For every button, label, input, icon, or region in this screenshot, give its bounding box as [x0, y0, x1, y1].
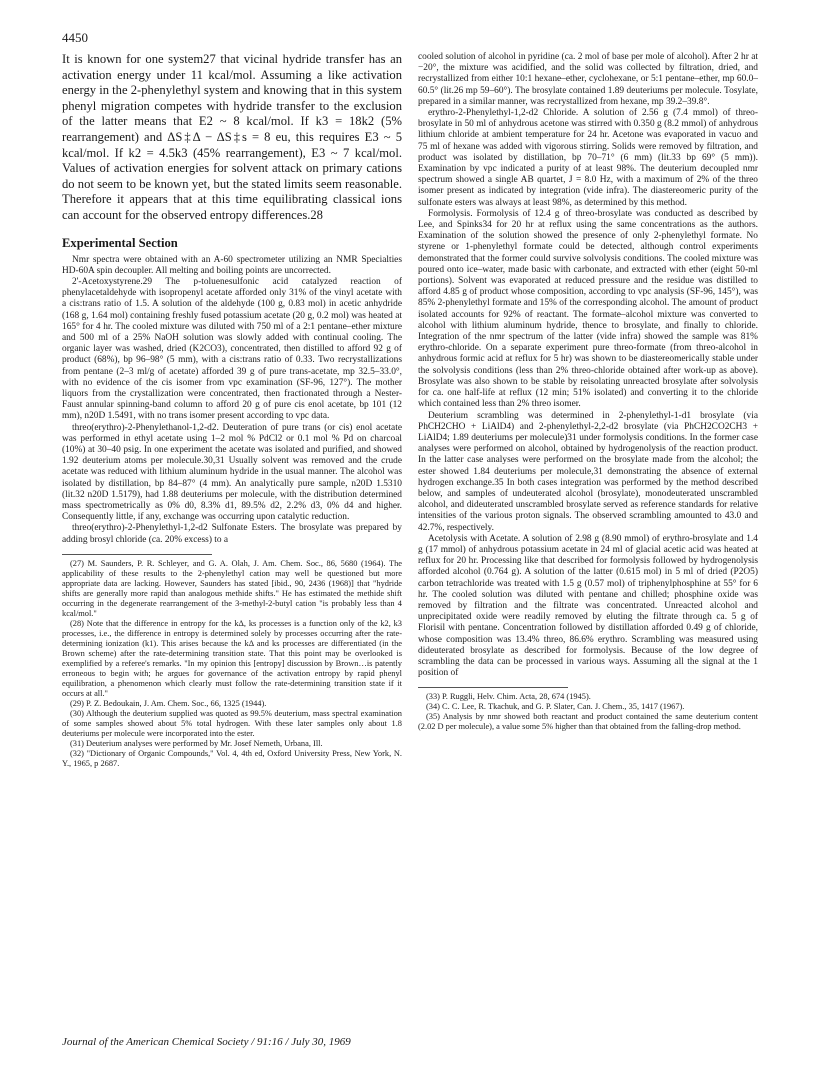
footnote: (30) Although the deuterium supplied was quoted as 99.5% deuterium, mass spectral examination of some samples showed about 5% total hydrogen. With these later samples only about 1.8 deuteriums per molecule were incorporated into the ester. [62, 708, 402, 738]
footnote: (35) Analysis by nmr showed both reactant and product contained the same deuterium content (2.02 D per molecule), a value some 5% higher than that obtained from the falling-drop method. [418, 712, 758, 732]
left-column [62, 52, 402, 769]
body-paragraph: Nmr spectra were obtained with an A-60 spectrometer utilizing an NMR Specialties HD-60A spin decoupler. All melting and boiling points are uncorrected. [62, 254, 402, 276]
right-column [418, 52, 758, 732]
body-paragraph: erythro-2-Phenylethyl-1,2-d2 Chloride. A solution of 2.56 g (7.4 mmol) of threo-brosylate in 50 ml of anhydrous acetone was stirred with 0.350 g (8.2 mmol) of anhydrous lithium chloride at ambient temperature for 24 hr. Acetone was evaporated in vacuo and 75 ml of hexane was added with vigorous stirring. Solids were removed by filtration, and product was isolated by distillation, bp 70–71° (6 mm) (lit.33 bp 69° (5 mm)). Examination by vpc indicated a purity of at least 98%. The deuterium decoupled nmr spectrum showed a single AB quartet, J = 8.0 Hz, with a maximum of 2% of the threo isomer present as indicated by integration (vide infra). The diastereomeric purity of the sulfonate esters was always at least 98%, as determined by this method. [418, 108, 758, 208]
journal-footer: Journal of the American Chemical Society / 91:16 / July 30, 1969 [62, 1036, 351, 1048]
page-number: 4450 [62, 30, 88, 45]
body-paragraph: Acetolysis with Acetate. A solution of 2.98 g (8.90 mmol) of erythro-brosylate and 1.4 g (17 mmol) of anhydrous potassium acetate in 24 ml of glacial acetic acid was heated at reflux for 20 hr. Processing like that described for formolysis followed by hydrogenolysis afforded alcohol (0.764 g). A solution of the latter (0.615 mol) in 5 ml of dried (P2O5) carbon tetrachloride was treated with 1.5 g (0.57 mol) of triphenylphosphine at 55° for 6 hr. The cooled solution was diluted with pentane and chilled; phosphine oxide was removed by filtration and the filtrate was concentrated. Unreacted alcohol and unprecipitated oxide were readily removed by eluting the filtrate through ca. 5 g of Florisil with pentane. Concentration followed by distillation afforded 0.49 g of chloride, whose composition was 13.4% threo, 86.6% erythro. Scrambling was measured using dideuterated brosylate as described for formolysis. Because of the low degree of scrambling the data can be processed in various ways. Assuming all the signal at the 1 position of [418, 533, 758, 679]
footnote: (28) Note that the difference in entropy for the kΔ, ks processes is a function only of the k2, k3 processes, i.e., the difference in entropy is determined solely by processes occurring after the rate-determining ionization (k1). This arises because the kΔ and ks processes are differentiated (in the Brown scheme) after the rate-determining transition state. That this point may be overlooked is exemplified by a referee's remarks. "In my opinion this [entropy] discussion by Brown…is patently erroneous to begin with; he argues for governance of the activation entropy by rapid phenyl equilibration, a phenomenon which clearly must follow the rate-determining transition state if it occurs at all." [62, 618, 402, 698]
footnote: (31) Deuterium analyses were performed by Mr. Josef Nemeth, Urbana, Ill. [70, 738, 323, 748]
footnote-divider [418, 687, 568, 688]
footnote: (34) C. C. Lee, R. Tkachuk, and G. P. Slater, Can. J. Chem., 35, 1417 (1967). [426, 702, 685, 712]
footnote: (27) M. Saunders, P. R. Schleyer, and G. A. Olah, J. Am. Chem. Soc., 86, 5680 (1964). The applicability of these results to the 2-phenylethyl cation may well be questioned but more appropriate data are lacking. However, Saunders has stated [ibid., 90, 2436 (1968)] that "hydride shifts are generally more rapid than analogous methide shifts." He has estimated the methide shift occurring in the degenerate rearrangement of the 3-methyl-2-butyl cation "is probably less than 4 kcal/mol." [62, 558, 402, 618]
footnote: (29) P. Z. Bedoukain, J. Am. Chem. Soc., 66, 1325 (1944). [70, 698, 267, 708]
body-paragraph: threo(erythro)-2-Phenylethanol-1,2-d2. Deuteration of pure trans (or cis) enol acetate was performed in ethyl acetate using 1–2 mol % PdCl2 or 0.1 mol % Pd on charcoal (10%) at 30–40 psig. In one experiment the acetate was isolated and purified, and showed 1.92 deuterium atoms per molecule.30,31 Usually solvent was removed and the crude acetate was reduced with lithium aluminum hydride in the usual manner. The alcohol was isolated by distillation, bp 84–87° (4 mm). An analytically pure sample, n20D 1.5310 (lit.32 n20D 1.5179), had 1.88 deuteriums per molecule, with the distribution determined mass spectrometrically as 0% d0, 8.3% d1, 89.5% d2, 2.2% d3, 0% d4 and higher. Consequently little, if any, exchange was occurring upon catalytic reduction. [62, 422, 402, 523]
body-paragraph: Deuterium scrambling was determined in 2-phenylethyl-1-d1 brosylate (via PhCH2CHO + LiAlD4) and 2-phenylethyl-2,2-d2 brosylate (via PhCH2CO2CH3 + LiAlD4; 1.89 deuteriums per molecule)31 under formolysis conditions. In the former case analyses were performed on alcohol, obtained by hydrogenolysis of the reaction product. In the latter case analyses were performed on the brosylate made from the alcohol; the ester showed 1.84 deuteriums per molecule,31 demonstrating the absence of external hydrogen exchange.35 In both cases integration was performed by the method described below, and samples of undeuterated alcohol (brosylate), monodeuterated unscrambled alcohol, and dideuterated unscrambled brosylate served as reference standards for relative intensities of the various proton signals. The observed scrambling amounted to 43.0 and 42.7%, respectively. [418, 410, 758, 533]
footnote-divider [62, 554, 212, 555]
body-paragraph: Formolysis. Formolysis of 12.4 g of threo-brosylate was conducted as described by Lee, and Spinks34 for 20 hr at reflux using the same concentrations as the authors. Examination of the solution showed the presence of only 2-phenylethyl formate. No styrene or 1-phenylethyl formate could be detected, although control experiments demonstrated that the former could survive solvolysis conditions. The cooled mixture was poured onto ice–water, made basic with carbonate, and extracted with ether (eight 50-ml portions). Solvent was evaporated at reduced pressure and the residue was distilled to afford 4.85 g of product whose composition, according to vpc analysis (SF-96, 145°), was 85% 2-phenylethyl formate and 15% of the corresponding alcohol. The amount of product isolated accounts for 92% of reactant. The formate–alcohol mixture was converted to alcohol with lithium aluminum hydride, thence to brosylate, and finally to chloride. Integration of the nmr spectrum of the latter (vide infra) showed the sample was 81% erythro-chloride. On a separate experiment pure threo-formate (from threo-alcohol in anhydrous formic acid at reflux for 5 hr) was shown to be diastereomerically stable under the solvolysis conditions (less than 2% threo-chloride obtained after work-up as above). Brosylate was also shown to be stable by reisolating unreacted brosylate after solvolysis for ca. one half-life at reflux (12 min; 51% isolated) and converting it to the chloride which contained less than 2% threo isomer. [418, 208, 758, 410]
section-heading: Experimental Section [62, 235, 178, 250]
body-paragraph: 2'-Acetoxystyrene.29 The p-toluenesulfonic acid catalyzed reaction of phenylacetaldehyde with isopropenyl acetate afforded only 31% of the vinyl acetate with a cis:trans ratio of 1.5. A solution of the aldehyde (100 g, 0.83 mol) in acetic anhydride (168 g, 1.64 mol) containing freshly fused potassium acetate (20 g, 0.2 mol) was heated at 165° for 4 hr. The cooled mixture was diluted with 750 ml of a 2:1 pentane–ether mixture and 500 ml of a 25% NaOH solution was slowly added with continual cooling. The organic layer was washed, dried (K2CO3), concentrated, then distilled to afford 92 g of product (68%), bp 96–98° (5 mm), with a cis:trans ratio of 0.33. Two recrystallizations from pentane (2–3 ml/g of acetate) afforded 39 g of pure trans-acetate, mp 32.5–33.0°, with no evidence of the cis isomer from vpc examination (SF-96, 127°). The mother liquors from the crystallization were concentrated, then fractionated through a Nester-Faust annular spinning-band column to afford 20 g of pure cis enol acetate, bp 101 (12 mm), n20D 1.5491, with no trans isomer present according to vpc data. [62, 276, 402, 422]
intro-paragraph: It is known for one system27 that vicinal hydride transfer has an activation energy under 11 kcal/mol. Assuming a like activation energy in the 2-phenylethyl system and knowing that in this system phenyl migration competes with hydride transfer to the exclusion of the latter means that E2 ~ 8 kcal/mol. If k3 = 18k2 (5% rearrangement) and ΔS‡Δ − ΔS‡s = 8 eu, this requires E3 ~ 5 kcal/mol. If k2 = 4.5k3 (45% rearrangement), E3 ~ 7 kcal/mol. Values of activation energies for solvent attack on primary cations do not seem to be known yet, but the stated limits seem reasonable. Therefore it appears that at this time equilibrating classical ions can account for the observed entropy differences.28 [62, 52, 402, 222]
body-paragraph: threo(erythro)-2-Phenylethyl-1,2-d2 Sulfonate Esters. The brosylate was prepared by adding brosyl chloride (ca. 20% excess) to a [62, 523, 402, 545]
footnote: (33) P. Ruggli, Helv. Chim. Acta, 28, 674 (1945). [426, 692, 591, 702]
body-paragraph: cooled solution of alcohol in pyridine (ca. 2 mol of base per mole of alcohol). After 2 hr at −20°, the mixture was acidified, and the solid was collected by filtration, dried, and recrystallized from either 10:1 hexane–ether, cyclohexane, or 5:1 pentane–ether, mp 60.0–60.5° (lit.26 mp 59–60°). The brosylate contained 1.89 deuteriums per molecule. Tosylate, prepared in a similar manner, was recrystallized from hexane, mp 39.2–39.8°. [418, 52, 758, 107]
footnote: (32) "Dictionary of Organic Compounds," Vol. 4, 4th ed, Oxford University Press, New York, N. Y., 1965, p 2687. [62, 748, 402, 768]
